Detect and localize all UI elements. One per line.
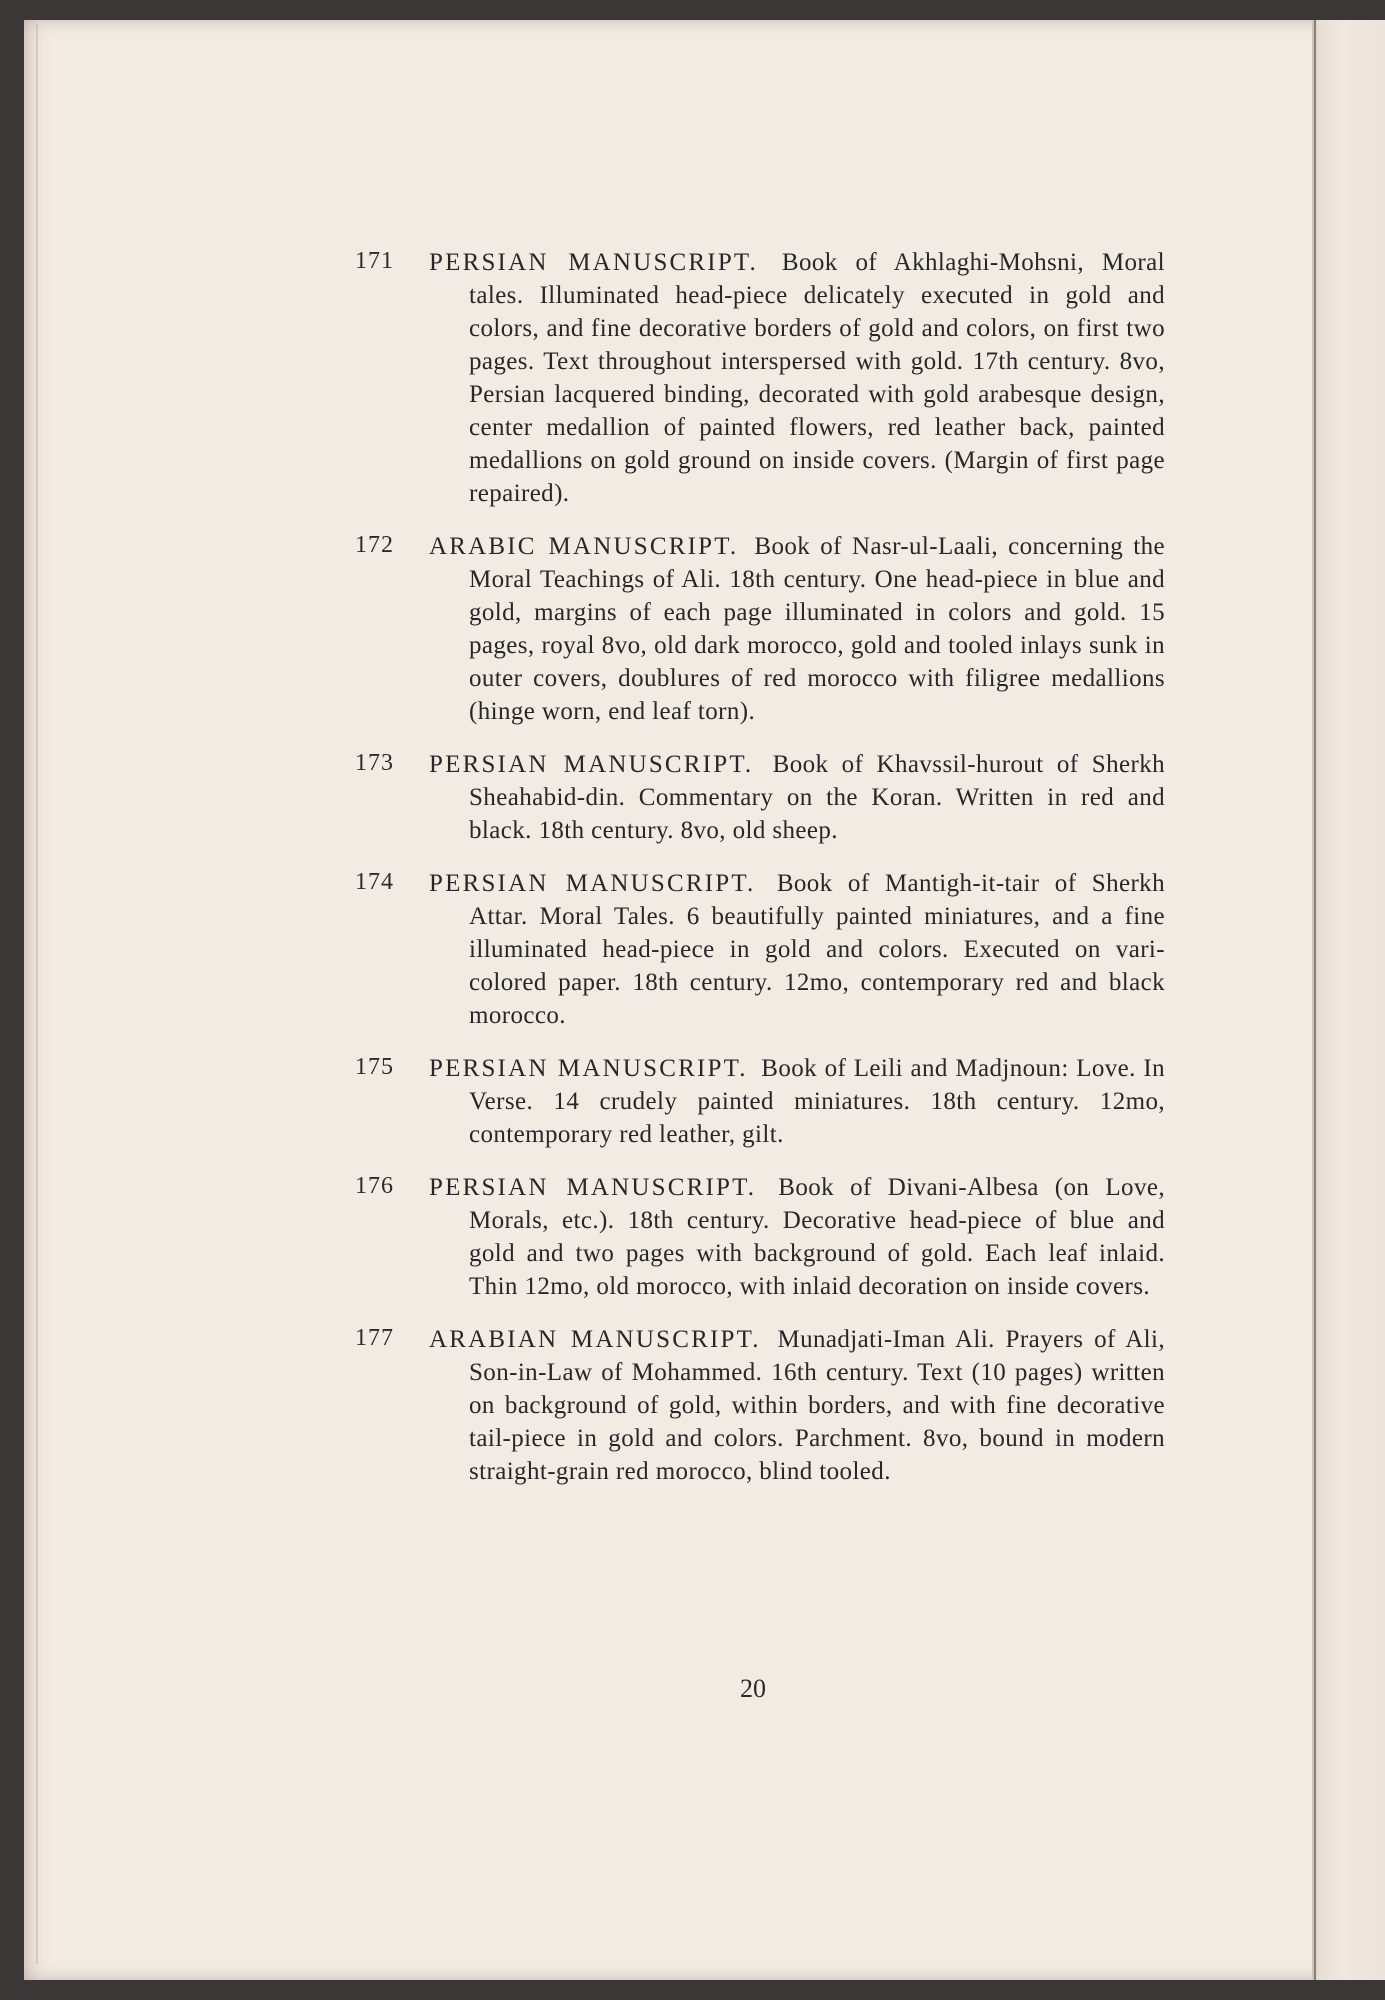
entry-text [429,1171,1165,1303]
entry-title: PERSIAN MANUSCRIPT. [429,751,754,778]
entry-text [429,530,1165,728]
catalog-entry-177 [355,1323,1165,1488]
entry-description: Book of Nasr-ul-Laali, concerning the Moral Teachings of Ali. 18th century. One head-piece in blue and gold, margins of each page illuminated in colors and gold. 15 pages, royal 8vo, old dark morocco, gold and tooled inlays sunk in outer covers, doublures of red morocco with filigree medallions (hinge worn, end leaf torn). [469,533,1165,725]
lot-number: 177 [355,1325,394,1351]
page-edge-shadow [36,24,38,1964]
entry-text [429,1052,1165,1151]
entry-description: Munadjati-Iman Ali. Prayers of Ali, Son-in-Law of Mohammed. 16th century. Text (10 pages) written on background of gold, within borders, and with fine decorative tail-piece in gold and colors. Parchment. 8vo, bound in modern straight-grain red morocco, blind tooled. [469,1326,1165,1485]
entry-text [429,246,1165,510]
entry-title: PERSIAN MANUSCRIPT. [429,870,756,897]
lot-number: 173 [355,750,394,776]
catalog-entry-176 [355,1171,1165,1303]
entry-description: Book of Leili and Madjnoun: Love. In Verse. 14 crudely painted miniatures. 18th century. 12mo, contemporary red leather, gilt. [469,1055,1166,1148]
lot-number: 171 [355,248,394,274]
page-number: 20 [740,1674,766,1703]
facing-page-edge [1312,20,1385,1980]
catalog-entries [355,246,1165,1508]
entry-description: Book of Akhlaghi-Mohsni, Moral tales. Illuminated head-piece delicately executed in gold and colors, and fine decorative borders of gold and colors, on first two pages. Text throughout interspersed with gold. 17th century. 8vo, Persian lacquered binding, decorated with gold arabesque design, center medallion of painted flowers, red leather back, painted medallions on gold ground on inside covers. (Margin of first page repaired). [469,249,1166,507]
entry-text [429,867,1165,1032]
book-gutter [1314,20,1316,1980]
entry-title: ARABIC MANUSCRIPT. [429,533,739,560]
entry-title: PERSIAN MANUSCRIPT. [429,1055,748,1082]
lot-number: 175 [355,1054,394,1080]
lot-number: 174 [355,869,394,895]
lot-number: 176 [355,1173,394,1199]
entry-description: Book of Khavssil-hurout of Sherkh Sheahabid-din. Commentary on the Koran. Written in red and black. 18th century. 8vo, old sheep. [469,751,1166,844]
catalog-entry-171 [355,246,1165,510]
catalog-entry-173 [355,748,1165,847]
entry-description: Book of Divani-Albesa (on Love, Morals, etc.). 18th century. Decorative head-piece of blue and gold and two pages with background of gold. Each leaf inlaid. Thin 12mo, old morocco, with inlaid decoration on inside covers. [469,1174,1165,1300]
entry-text [429,1323,1165,1488]
entry-title: ARABIAN MANUSCRIPT. [429,1326,761,1353]
catalog-entry-174 [355,867,1165,1032]
entry-text [429,748,1165,847]
catalog-entry-172 [355,530,1165,728]
entry-description: Book of Mantigh-it-tair of Sherkh Attar. Moral Tales. 6 beautifully painted miniatures, and a fine illuminated head-piece in gold and colors. Executed on vari-colored paper. 18th century. 12mo, contemporary red and black morocco. [469,870,1165,1029]
lot-number: 172 [355,532,394,558]
entry-title: PERSIAN MANUSCRIPT. [429,249,758,276]
catalog-entry-175 [355,1052,1165,1151]
entry-title: PERSIAN MANUSCRIPT. [429,1174,757,1201]
